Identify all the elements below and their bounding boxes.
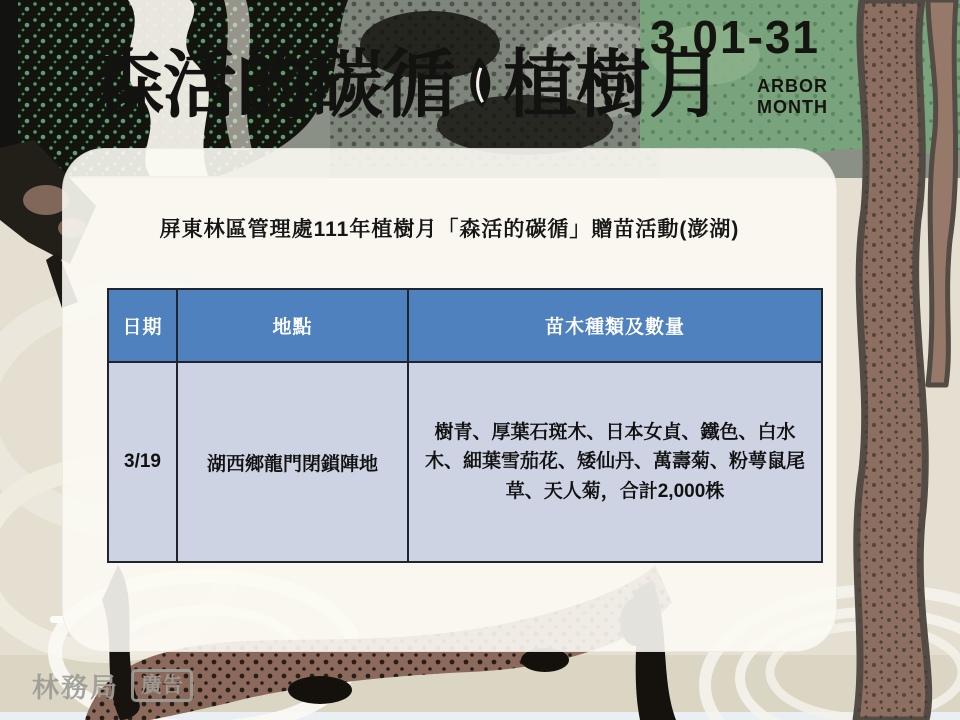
table-cell-seedlings: 樹青、厚葉石斑木、日本女貞、鐵色、白水木、細葉雪茄花、矮仙丹、萬壽菊、粉萼鼠尾草、天人菊，合計2,000株 (409, 363, 823, 563)
event-title: 屏東林區管理處111年植樹月「森活的碳循」贈苗活動(澎湖) (159, 218, 740, 241)
agency-name: 林務局 (32, 673, 119, 703)
table-header-location: 地點 (178, 290, 409, 363)
leaf-icon (461, 54, 497, 116)
event-card (62, 148, 837, 652)
arbor-line1: ARBOR (757, 76, 828, 96)
seedling-table (107, 288, 823, 563)
ad-badge: 廣告 (131, 669, 193, 702)
date-range: 3.01-31 (650, 11, 821, 63)
arbor-month-label (757, 76, 828, 118)
table-header-date: 日期 (109, 290, 178, 363)
table-cell-date: 3/19 (109, 363, 178, 563)
campaign-title-main: 森活的碳循 (90, 43, 455, 126)
table-header-seedlings: 苗木種類及數量 (409, 290, 823, 363)
arbor-line2: MONTH (757, 97, 828, 117)
footer (32, 666, 193, 705)
campaign-title-event: 植樹月 (503, 43, 722, 126)
table-cell-location: 湖西鄉龍門閉鎖陣地 (178, 363, 409, 563)
campaign-title (90, 43, 722, 126)
